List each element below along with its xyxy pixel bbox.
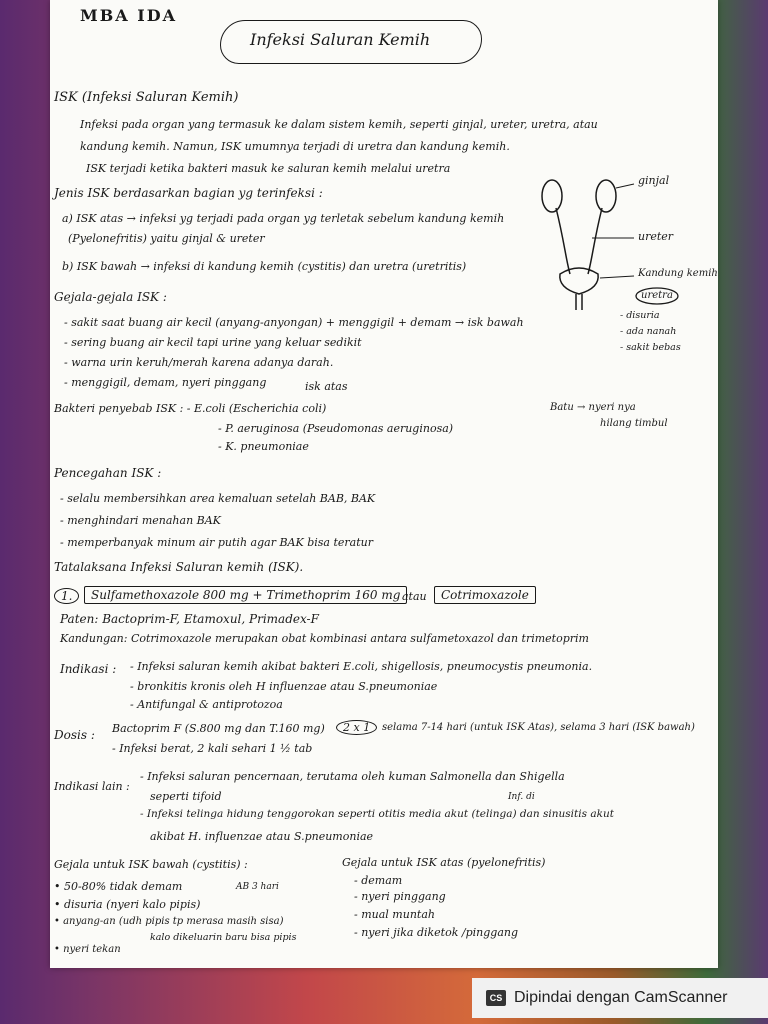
obat-box: Sulfamethoxazole 800 mg + Trimethoprim 160 mg [84, 586, 407, 604]
bladder [560, 268, 598, 294]
gejala-bawah-3: • anyang-an (udh pipis tp merasa masih sisa) [54, 916, 284, 927]
gejala-atas-1: - demam [354, 874, 403, 887]
gejala-atas-4: - nyeri jika diketok /pinggang [354, 926, 519, 939]
isk-heading: ISK (Infeksi Saluran Kemih) [54, 90, 239, 105]
gejala-bawah-2: • disuria (nyeri kalo pipis) [54, 898, 201, 911]
kidney-left [542, 180, 562, 212]
gejala-4: - menggigil, demam, nyeri pinggang [64, 376, 267, 389]
pencegahan-1: - selalu membersihkan area kemaluan setelah BAB, BAK [60, 492, 376, 505]
dosis-1: Bactoprim F (S.800 mg dan T.160 mg) [112, 722, 325, 735]
note-nanah: - ada nanah [620, 326, 677, 337]
indikasi-lain-inf: Inf. di [508, 792, 535, 802]
tatalaksana-heading: Tatalaksana Infeksi Saluran kemih (ISK). [54, 560, 304, 574]
gejala-bawah-1: • 50-80% tidak demam [54, 880, 183, 893]
arrow-ginjal [616, 184, 634, 188]
gejala-3: - warna urin keruh/merah karena adanya darah. [64, 356, 334, 369]
ureter-left [556, 208, 570, 274]
note-page [50, 0, 718, 968]
paten-line: Paten: Bactoprim-F, Etamoxul, Primadex-F [60, 612, 319, 626]
gejala-bawah-3-cont: kalo dikeluarin baru bisa pipis [150, 932, 297, 943]
camscanner-badge [472, 978, 768, 1018]
gejala-2: - sering buang air kecil tapi urine yang keluar sedikit [64, 336, 362, 349]
camscanner-text: Dipindai dengan CamScanner [514, 989, 728, 1006]
indikasi-2: - bronkitis kronis oleh H influenzae atau S.pneumoniae [130, 680, 438, 693]
gejala-atas-2: - nyeri pinggang [354, 890, 446, 903]
arrow-kandung [600, 276, 634, 278]
atau-text: atau [402, 590, 427, 603]
pencegahan-3: - memperbanyak minum air putih agar BAK bisa teratur [60, 536, 373, 549]
gejala-bawah-heading: Gejala untuk ISK bawah (cystitis) : [54, 858, 248, 871]
label-uretra: uretra [641, 290, 673, 301]
bakteri-heading: Bakteri penyebab ISK : - E.coli (Escherichia coli) [54, 402, 327, 415]
label-ureter: ureter [638, 230, 674, 243]
definition-line-3: ISK terjadi ketika bakteri masuk ke saluran kemih melalui uretra [86, 162, 451, 175]
indikasi-lain-1: - Infeksi saluran pencernaan, terutama oleh kuman Salmonella dan Shigella [140, 770, 565, 783]
kandungan-line: Kandungan: Cotrimoxazole merupakan obat kombinasi antara sulfametoxazol dan trimetoprim [60, 632, 589, 645]
batu-note-2: hilang timbul [600, 418, 668, 429]
isk-bawah-line: b) ISK bawah → infeksi di kandung kemih (cystitis) dan uretra (uretritis) [62, 260, 467, 273]
indikasi-1: - Infeksi saluran kemih akibat bakteri E.coli, shigellosis, pneumocystis pneumonia. [130, 660, 593, 673]
gejala-atas-heading: Gejala untuk ISK atas (pyelonefritis) [342, 856, 546, 869]
bakteri-3: - K. pneumoniae [218, 440, 309, 453]
header-text: MBA IDA [80, 6, 177, 25]
indikasi-label: Indikasi : [60, 662, 117, 676]
gejala-atas-3: - mual muntah [354, 908, 435, 921]
item-number-1: 1. [54, 588, 79, 604]
gejala-1: - sakit saat buang air kecil (anyang-anyongan) + menggigil + demam → isk bawah [64, 316, 524, 329]
batu-note-1: Batu → nyeri nya [550, 402, 636, 413]
dosis-2x1: 2 x 1 [336, 720, 377, 735]
gejala-bawah-4: • nyeri tekan [54, 944, 121, 955]
gejala-bawah-1-note: AB 3 hari [236, 882, 279, 892]
bakteri-2: - P. aeruginosa (Pseudomonas aeruginosa) [218, 422, 454, 435]
page-title: Infeksi Saluran Kemih [250, 30, 431, 49]
ureter-right [588, 208, 602, 274]
camscanner-logo-icon: CS [486, 990, 506, 1006]
label-ginjal: ginjal [638, 174, 670, 187]
pencegahan-heading: Pencegahan ISK : [54, 466, 162, 480]
jenis-heading: Jenis ISK berdasarkan bagian yg terinfeksi : [54, 186, 323, 200]
urethra [576, 294, 582, 310]
urinary-tract-diagram [530, 170, 710, 350]
dosis-label: Dosis : [54, 728, 95, 742]
indikasi-lain-3: - Infeksi telinga hidung tenggorokan seperti otitis media akut (telinga) dan sinusitis akut [140, 808, 614, 820]
gejala-heading: Gejala-gejala ISK : [54, 290, 167, 304]
dosis-1-cont: selama 7-14 hari (untuk ISK Atas), selama 3 hari (ISK bawah) [382, 722, 695, 733]
cotrimoxazole-box: Cotrimoxazole [434, 586, 536, 604]
kidney-right [596, 180, 616, 212]
isk-atas-line-1: a) ISK atas → infeksi yg terjadi pada organ yg terletak sebelum kandung kemih [62, 212, 505, 225]
indikasi-3: - Antifungal & antiprotozoa [130, 698, 283, 711]
note-disuria: - disuria [620, 310, 660, 321]
indikasi-lain-4: akibat H. influenzae atau S.pneumoniae [150, 830, 374, 843]
indikasi-lain-label: Indikasi lain : [54, 780, 130, 793]
dosis-2: - Infeksi berat, 2 kali sehari 1 ½ tab [112, 742, 313, 755]
definition-line-1: Infeksi pada organ yang termasuk ke dalam sistem kemih, seperti ginjal, ureter, uretra, atau [80, 118, 598, 131]
gejala-4-note: isk atas [305, 380, 348, 393]
note-sakit: - sakit bebas [620, 342, 681, 353]
definition-line-2: kandung kemih. Namun, ISK umumnya terjadi di uretra dan kandung kemih. [80, 140, 510, 153]
isk-atas-line-2: (Pyelonefritis) yaitu ginjal & ureter [68, 232, 265, 245]
pencegahan-2: - menghindari menahan BAK [60, 514, 221, 527]
label-kandung-kemih: Kandung kemih [638, 268, 718, 279]
indikasi-lain-2: seperti tifoid [150, 790, 222, 803]
